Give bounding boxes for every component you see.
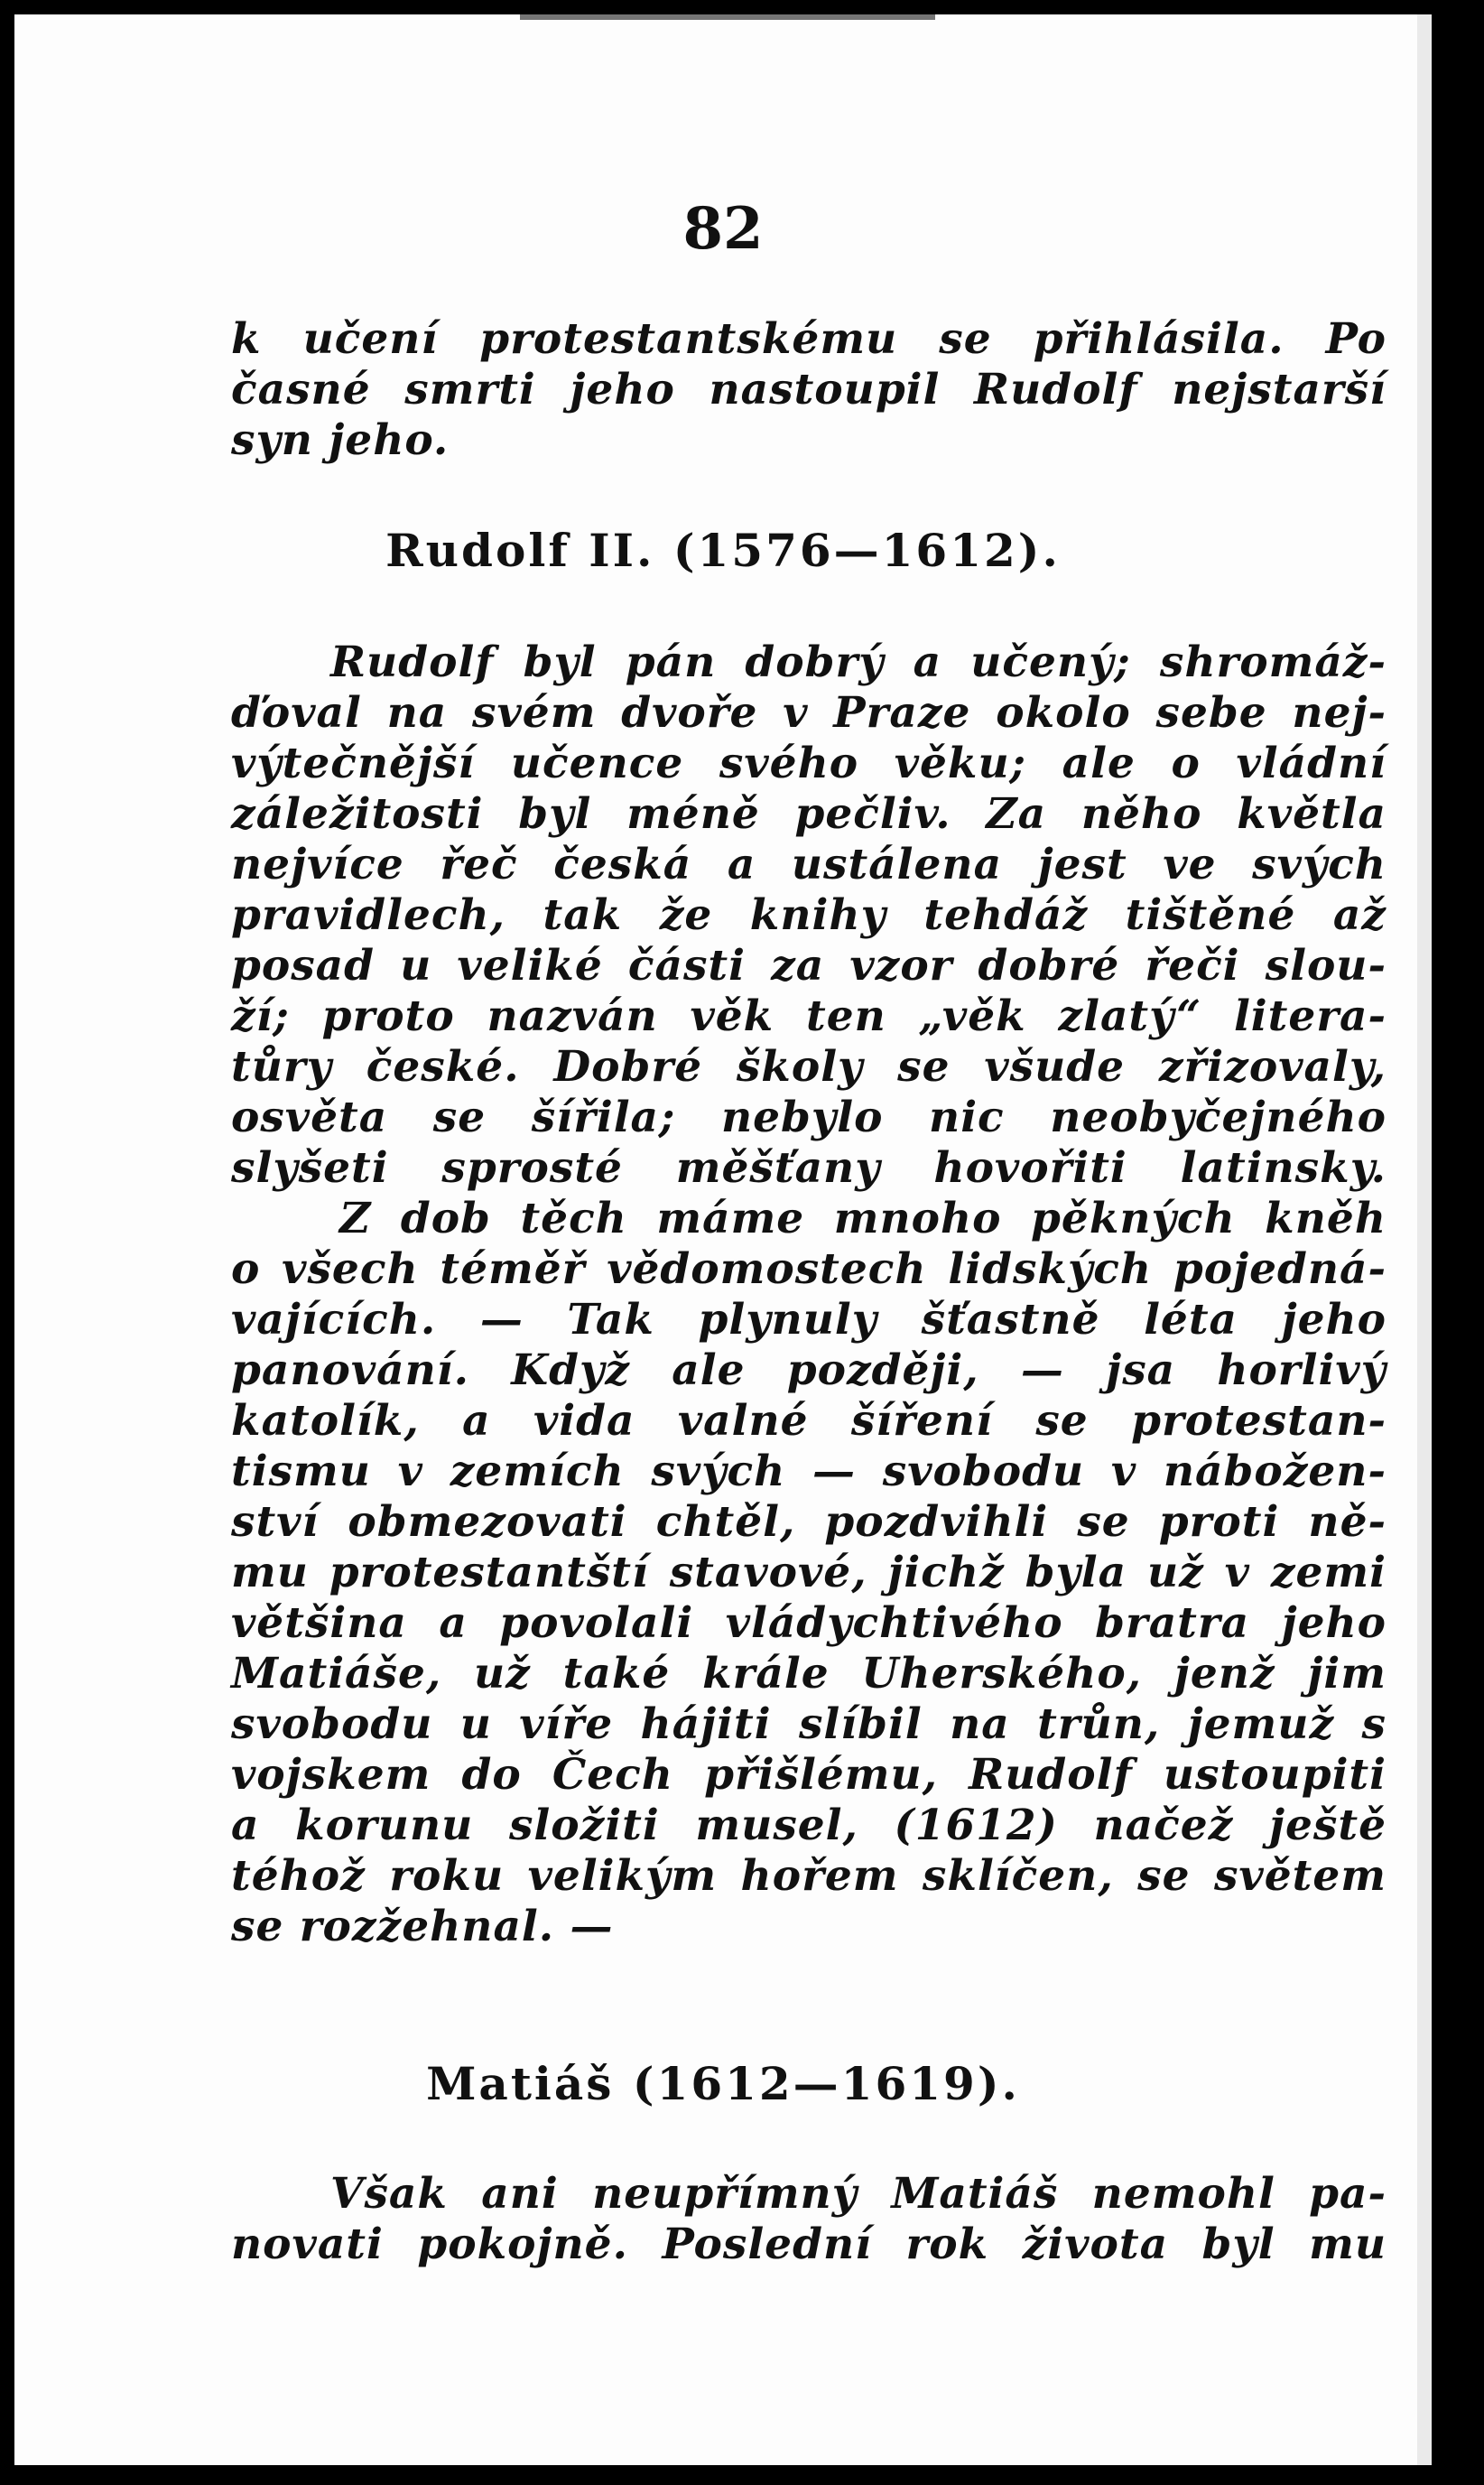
page-number: 82 — [682, 195, 764, 263]
text-line: o všech téměř vědomostech lidských pojedná- — [231, 1244, 1387, 1294]
text-line: mu protestantští stavové, jichž byla už v zemi — [231, 1548, 1387, 1597]
text-line: většina a povolali vládychtivého bratra jeho — [231, 1598, 1387, 1648]
text-line: syn jeho. — [231, 415, 450, 465]
text-line: ství obmezovati chtěl, pozdvihli se proti ně- — [231, 1497, 1387, 1547]
text-line: slyšeti sprosté měšťany hovořiti latinsky. — [231, 1143, 1387, 1193]
text-line: tismu v zemích svých — svobodu v nábožen- — [231, 1447, 1387, 1496]
text-line: svobodu u víře hájiti slíbil na trůn, jemuž s — [231, 1699, 1387, 1749]
text-line: se rozžehnal. — — [231, 1902, 614, 1951]
text-line: novati pokojně. Poslední rok života byl mu — [231, 2220, 1387, 2269]
text-line: záležitosti byl méně pečliv. Za něho květla — [231, 789, 1387, 839]
text-line: a korunu složiti musel, (1612) načež ještě — [231, 1801, 1387, 1850]
text-line: panování. Když ale později, — jsa horlivý — [231, 1345, 1387, 1395]
text-line: časné smrti jeho nastoupil Rudolf nejstarší — [231, 365, 1387, 414]
text-line: nejvíce řeč česká a ustálena jest ve svých — [231, 840, 1387, 889]
section-heading-matias: Matiáš (1612—1619). — [426, 2057, 1020, 2110]
text-line: vojskem do Čech přišlému, Rudolf ustoupiti — [231, 1750, 1387, 1800]
text-line: Však ani neupřímný Matiáš nemohl pa- — [330, 2169, 1387, 2219]
text-line: téhož roku velikým hořem sklíčen, se světem — [231, 1851, 1387, 1901]
text-line: pravidlech, tak že knihy tehdáž tištěné až — [231, 890, 1387, 940]
paragraph-continuation — [231, 314, 1387, 466]
text-line: tůry české. Dobré školy se všude zřizovaly, — [231, 1042, 1387, 1092]
text-line: osvěta se šířila; nebylo nic neobyčejného — [231, 1093, 1387, 1142]
text-line: Z dob těch máme mnoho pěkných kněh — [339, 1194, 1387, 1243]
text-line: ží; proto nazván věk ten „věk zlatý“ litera- — [231, 991, 1387, 1041]
book-page — [14, 14, 1432, 2465]
text-line: k učení protestantskému se přihlásila. Po — [231, 314, 1387, 364]
section-heading-rudolf: Rudolf II. (1576—1612). — [385, 524, 1061, 577]
text-line: Rudolf byl pán dobrý a učený; shromáž- — [330, 638, 1387, 687]
text-line: výtečnější učence svého věku; ale o vládní — [231, 739, 1387, 788]
text-line: vajících. — Tak plynuly šťastně léta jeho — [231, 1295, 1387, 1345]
text-line: Matiáše, už také krále Uherského, jenž jim — [231, 1649, 1387, 1699]
top-edge-mark — [520, 14, 935, 20]
text-line: ďoval na svém dvoře v Praze okolo sebe nej- — [231, 688, 1387, 738]
text-line: posad u veliké části za vzor dobré řeči slou- — [231, 941, 1387, 991]
paragraph-matias — [231, 2169, 1387, 2270]
text-line: katolík, a vida valné šíření se protestan- — [231, 1396, 1387, 1446]
paragraph-rudolf — [231, 638, 1387, 1952]
